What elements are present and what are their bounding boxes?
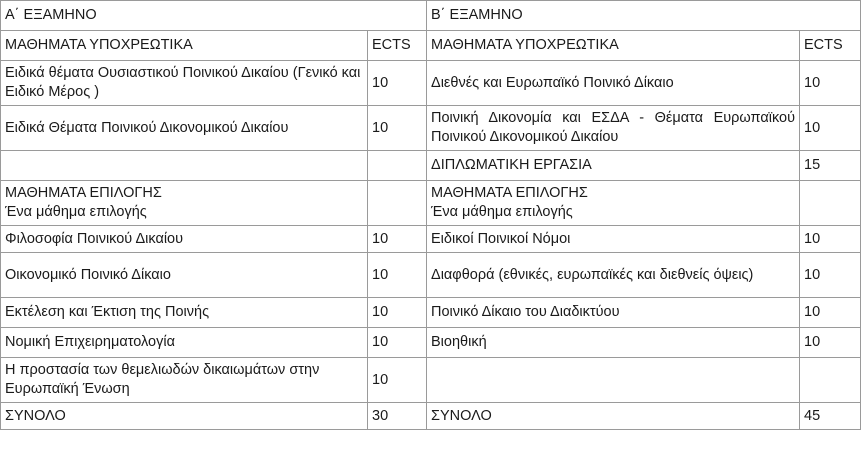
course-ects: 10 [800,106,861,151]
semester-a-total-ects: 30 [368,403,427,430]
elective-header-label: ΜΑΘΗΜΑΤΑ ΕΠΙΛΟΓΗΣ [5,185,162,202]
semester-a-mandatory-header: ΜΑΘΗΜΑΤΑ ΥΠΟΧΡΕΩΤΙΚΑ [1,31,368,61]
course-name: Ποινική Δικονομία και ΕΣΔΑ - Θέματα Ευρωπαϊκού Ποινικού Δικονομικού Δικαίου [427,106,800,151]
course-ects: 10 [368,328,427,358]
table-row [1,151,861,181]
course-ects: 10 [800,298,861,328]
course-name: Ειδικοί Ποινικοί Νόμοι [427,226,800,253]
course-ects: 10 [368,253,427,298]
course-ects: 10 [368,358,427,403]
elective-header-row [1,181,861,226]
table-row [1,298,861,328]
semester-b-ects-header: ECTS [800,31,861,61]
semester-b-total-label: ΣΥΝΟΛΟ [427,403,800,430]
table-row [1,106,861,151]
empty-cell [427,358,800,403]
table-row [1,328,861,358]
empty-cell [800,358,861,403]
table-row [1,358,861,403]
empty-cell [1,151,368,181]
course-ects: 10 [800,328,861,358]
empty-cell [368,151,427,181]
semester-a-total-label: ΣΥΝΟΛΟ [1,403,368,430]
elective-note: Ένα μάθημα επιλογής [5,204,147,220]
course-ects: 10 [368,226,427,253]
column-header-row [1,31,861,61]
semester-a-elective-header [1,181,368,226]
course-ects: 10 [800,226,861,253]
course-ects: 15 [800,151,861,181]
semester-b-mandatory-header: ΜΑΘΗΜΑΤΑ ΥΠΟΧΡΕΩΤΙΚΑ [427,31,800,61]
semester-a-ects-header: ECTS [368,31,427,61]
course-ects: 10 [800,253,861,298]
course-ects: 10 [368,61,427,106]
course-name: Διαφθορά (εθνικές, ευρωπαϊκές και διεθνείς όψεις) [427,253,800,298]
semester-b-total-ects: 45 [800,403,861,430]
empty-cell [368,181,427,226]
table-row [1,226,861,253]
course-name: Βιοηθική [427,328,800,358]
course-name: ΔΙΠΛΩΜΑΤΙΚΗ ΕΡΓΑΣΙΑ [427,151,800,181]
course-ects: 10 [800,61,861,106]
course-name: Εκτέλεση και Έκτιση της Ποινής [1,298,368,328]
course-name: Οικονομικό Ποινικό Δίκαιο [1,253,368,298]
course-name: Διεθνές και Ευρωπαϊκό Ποινικό Δίκαιο [427,61,800,106]
semester-b-title: Β΄ ΕΞΑΜΗΝΟ [427,1,861,31]
semester-header-row [1,1,861,31]
total-row [1,403,861,430]
course-name: Νομική Επιχειρηματολογία [1,328,368,358]
course-ects: 10 [368,298,427,328]
semester-a-title: Α΄ ΕΞΑΜΗΝΟ [1,1,427,31]
course-name: Ποινικό Δίκαιο του Διαδικτύου [427,298,800,328]
table-row [1,253,861,298]
semester-b-elective-header [427,181,800,226]
course-name: Η προστασία των θεμελιωδών δικαιωμάτων στην Ευρωπαϊκή Ένωση [1,358,368,403]
course-name: Ειδικά Θέματα Ποινικού Δικονομικού Δικαίου [1,106,368,151]
course-name: Ειδικά θέματα Ουσιαστικού Ποινικού Δικαίου (Γενικό και Ειδικό Μέρος ) [1,61,368,106]
table-row [1,61,861,106]
elective-header-label: ΜΑΘΗΜΑΤΑ ΕΠΙΛΟΓΗΣ [431,185,588,202]
course-ects: 10 [368,106,427,151]
empty-cell [800,181,861,226]
course-name: Φιλοσοφία Ποινικού Δικαίου [1,226,368,253]
elective-note: Ένα μάθημα επιλογής [431,204,573,220]
